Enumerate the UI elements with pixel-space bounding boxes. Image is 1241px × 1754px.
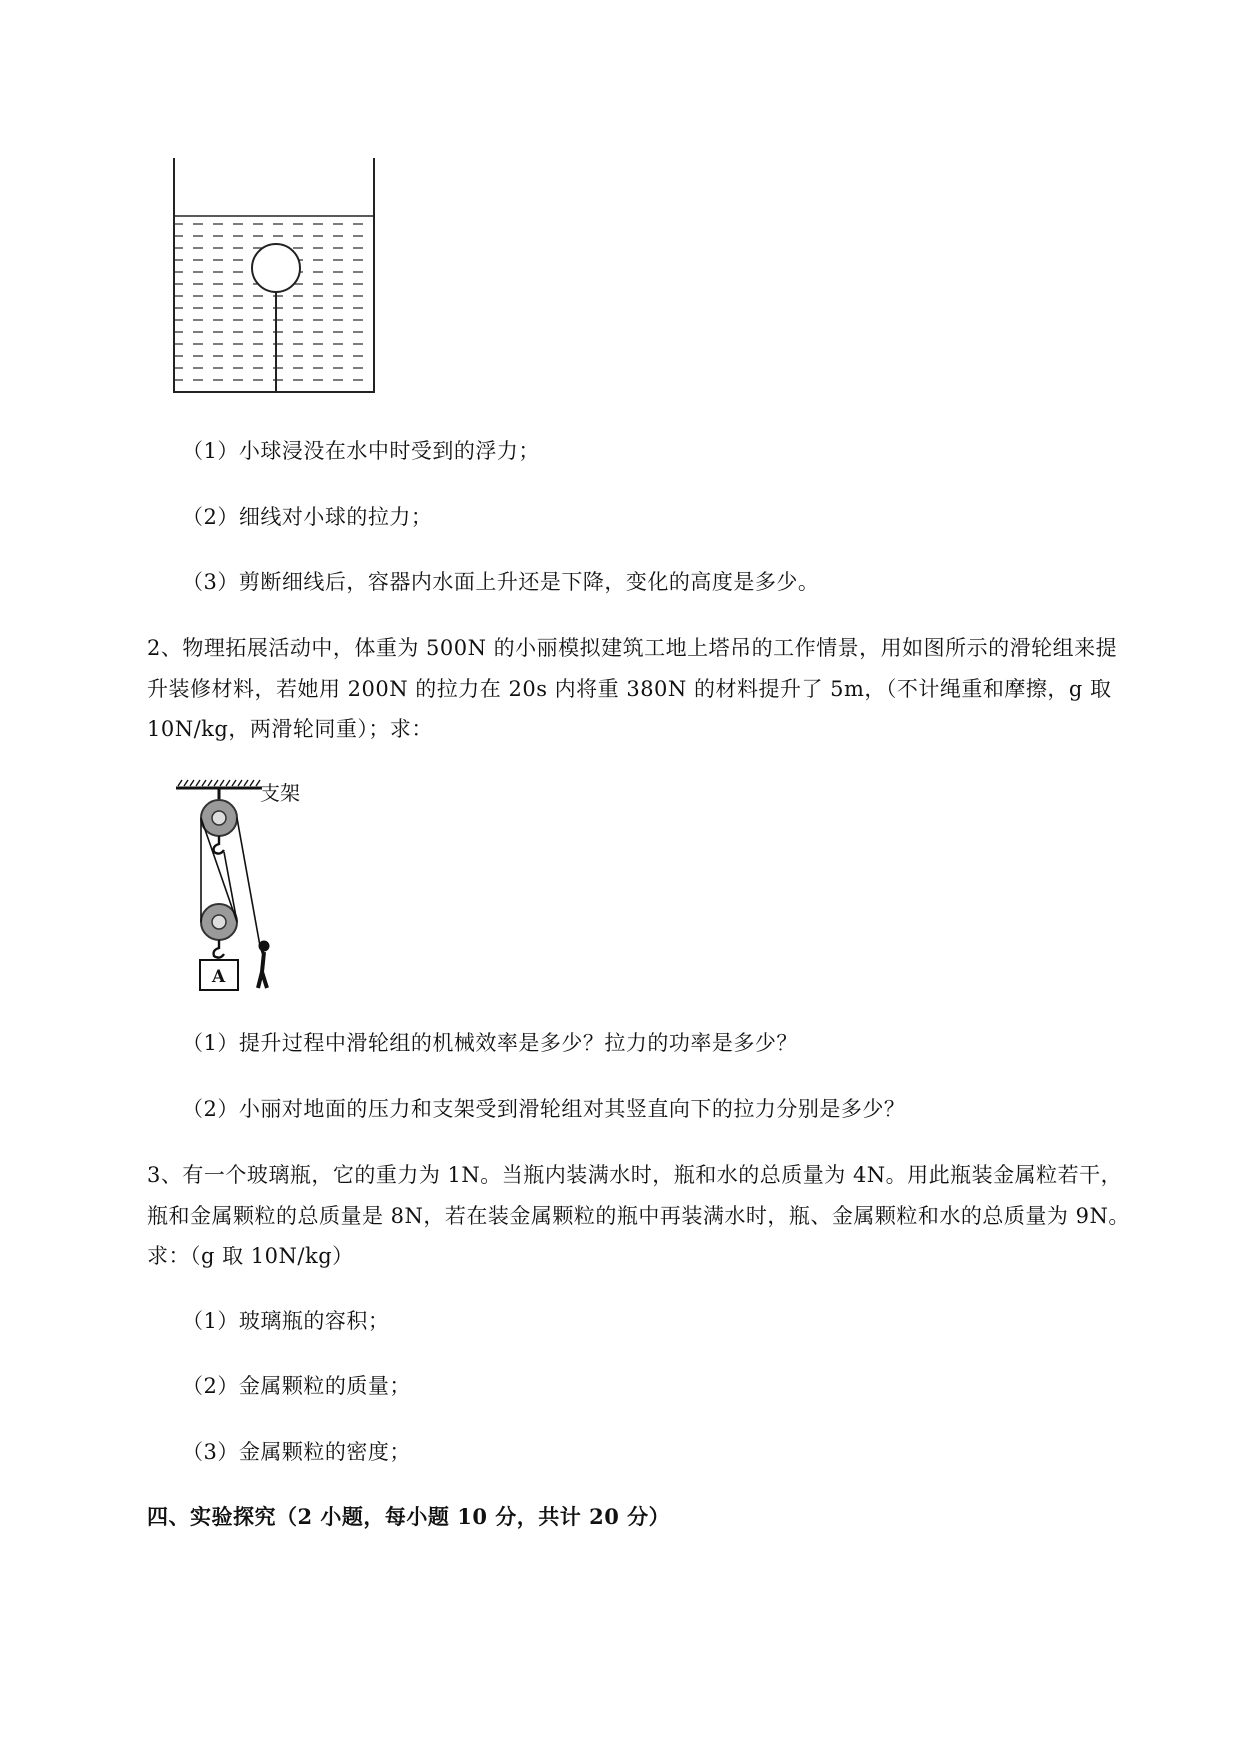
q2-sub-2: （2）小丽对地面的压力和支架受到滑轮组对其竖直向下的拉力分别是多少？ [182,1097,906,1121]
container-with-ball-figure [170,158,380,398]
q2-line-1: 2、物理拓展活动中，体重为 500N 的小丽模拟建筑工地上塔吊的工作情景，用如图所示的滑轮组来提 [147,636,1118,660]
q1-sub-2: （2）细线对小球的拉力； [182,505,433,529]
pulley-system-figure [172,776,322,998]
q1-sub-3: （3）剪断细线后，容器内水面上升还是下降，变化的高度是多少。 [182,570,820,594]
q2-line-3: 10N/kg，两滑轮同重）；求： [147,717,433,741]
q3-sub-1: （1）玻璃瓶的容积； [182,1309,390,1333]
block-a-label: A [212,967,226,987]
upper-pulley-axle [212,811,226,825]
q2-sub-1: （1）提升过程中滑轮组的机械效率是多少？拉力的功率是多少？ [182,1031,798,1055]
lower-hook [214,940,224,958]
q3-line-1: 3、有一个玻璃瓶，它的重力为 1N。当瓶内装满水时，瓶和水的总质量为 4N。用此瓶装金属粒若干， [147,1163,1123,1187]
section-heading: 四、实验探究（2 小题，每小题 10 分，共计 20 分） [147,1504,671,1529]
support-beam [176,780,262,788]
q3-line-2: 瓶和金属颗粒的总质量是 8N，若在装金属颗粒的瓶中再装满水时，瓶、金属颗粒和水的总质量为 9N。 [147,1204,1130,1228]
q2-line-2: 升装修材料，若她用 200N 的拉力在 20s 内将重 380N 的材料提升了 5m，（不计绳重和摩擦，g 取 [147,677,1112,701]
support-label: 支架 [260,781,300,805]
upper-hook [214,836,224,854]
q1-sub-1: （1）小球浸没在水中时受到的浮力； [182,439,540,463]
lower-pulley-axle [212,915,226,929]
ball [252,244,300,292]
q3-sub-3: （3）金属颗粒的密度； [182,1440,411,1464]
q3-sub-2: （2）金属颗粒的质量； [182,1374,411,1398]
person-figure [258,941,269,988]
q3-line-3: 求：（g 取 10N/kg） [147,1244,354,1268]
water-region [174,216,374,392]
